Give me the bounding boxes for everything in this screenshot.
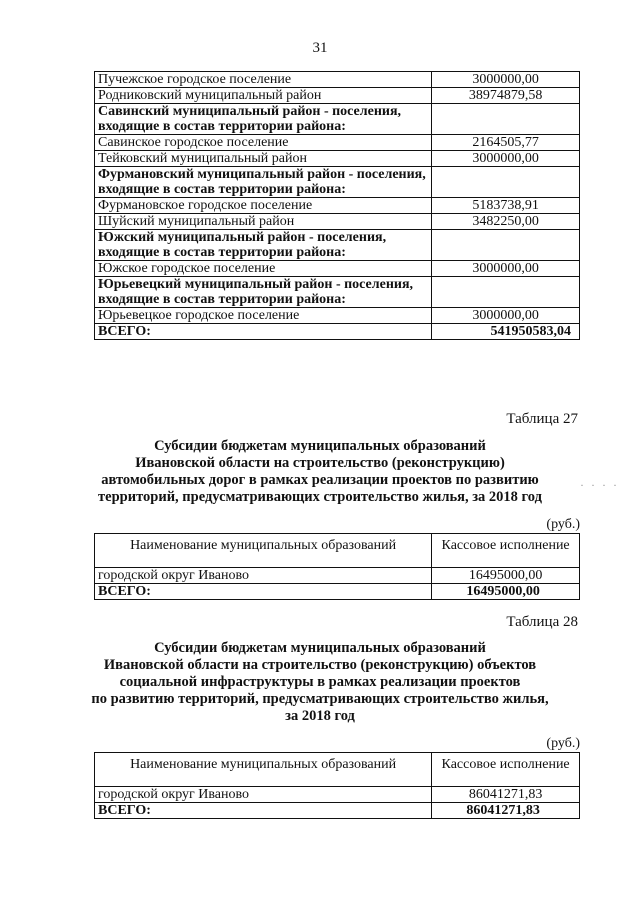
row-name: Шуйский муниципальный район [95,214,432,230]
table-row-district-heading [95,277,580,308]
row-amount [432,230,580,261]
scan-speck: · · · · [580,478,619,492]
row-amount [432,104,580,135]
total-label: ВСЕГО: [95,324,432,340]
col-name-header: Наименование муниципальных образований [95,753,432,787]
table27-title-line: автомобильных дорог в рамках реализации проектов по развитию [101,472,539,488]
table-row [95,88,580,104]
row-amount: 38974879,58 [432,88,580,104]
row-name: Пучежское городское поселение [95,72,432,88]
table27-units: (руб.) [546,517,580,532]
table28-title-line: Ивановской области на строительство (реконструкцию) объектов [103,657,537,673]
row-name: Южское городское поселение [95,261,432,277]
total-label: ВСЕГО: [95,584,432,600]
table-row-district-heading [95,167,580,198]
row-name: Фурмановский муниципальный район - поселения, входящие в состав территории района: [95,167,432,198]
total-row [95,324,580,340]
row-amount: 3000000,00 [432,151,580,167]
table28-title-line: Субсидии бюджетам муниципальных образований [154,640,486,656]
table-header-row [95,534,580,568]
table-row [95,72,580,88]
table28-units: (руб.) [546,736,580,751]
row-name: Южский муниципальный район - поселения, входящие в состав территории района: [95,230,432,261]
table-row [95,308,580,324]
total-label: ВСЕГО: [95,803,432,819]
row-amount: 3000000,00 [432,308,580,324]
table28-title [0,640,640,725]
table28 [94,752,580,819]
table27-title-line: Субсидии бюджетам муниципальных образований [154,438,486,454]
table-row [95,151,580,167]
table27-title-line: территорий, предусматривающих строительство жилья, за 2018 год [98,489,542,505]
row-amount: 2164505,77 [432,135,580,151]
row-name: Тейковский муниципальный район [95,151,432,167]
table-row [95,198,580,214]
row-name: Фурмановское городское поселение [95,198,432,214]
total-amount: 86041271,83 [432,803,580,819]
table28-title-line: по развитию территорий, предусматривающих строительство жилья, [91,691,549,707]
row-amount: 86041271,83 [432,787,580,803]
total-row [95,584,580,600]
row-name: Юрьевецкое городское поселение [95,308,432,324]
total-amount: 541950583,04 [432,324,580,340]
table-row [95,261,580,277]
table-header-row [95,753,580,787]
table-row [95,787,580,803]
row-amount: 3000000,00 [432,72,580,88]
total-row [95,803,580,819]
row-name: городской округ Иваново [95,568,432,584]
row-amount [432,277,580,308]
col-name-header: Наименование муниципальных образований [95,534,432,568]
col-amount-header: Кассовое исполнение [432,753,580,787]
page-number: 31 [312,40,328,56]
table-row [95,135,580,151]
table28-label: Таблица 28 [506,614,578,630]
table27-label: Таблица 27 [506,411,578,427]
row-name: Савинское городское поселение [95,135,432,151]
table27-title [0,438,640,506]
table-row [95,568,580,584]
table-row-district-heading [95,104,580,135]
table28-title-line: за 2018 год [285,708,355,724]
row-amount: 16495000,00 [432,568,580,584]
row-name: городской округ Иваново [95,787,432,803]
row-name: Савинский муниципальный район - поселения, входящие в состав территории района: [95,104,432,135]
row-amount: 3482250,00 [432,214,580,230]
table28-title-line: социальной инфраструктуры в рамках реализации проектов [119,674,521,690]
table27 [94,533,580,600]
row-amount: 3000000,00 [432,261,580,277]
table-row [95,214,580,230]
continued-subsidy-table [94,71,580,340]
total-amount: 16495000,00 [432,584,580,600]
row-name: Родниковский муниципальный район [95,88,432,104]
table27-title-line: Ивановской области на строительство (реконструкцию) [135,455,505,471]
col-amount-header: Кассовое исполнение [432,534,580,568]
row-name: Юрьевецкий муниципальный район - поселения, входящие в состав территории района: [95,277,432,308]
row-amount [432,167,580,198]
row-amount: 5183738,91 [432,198,580,214]
table-row-district-heading [95,230,580,261]
